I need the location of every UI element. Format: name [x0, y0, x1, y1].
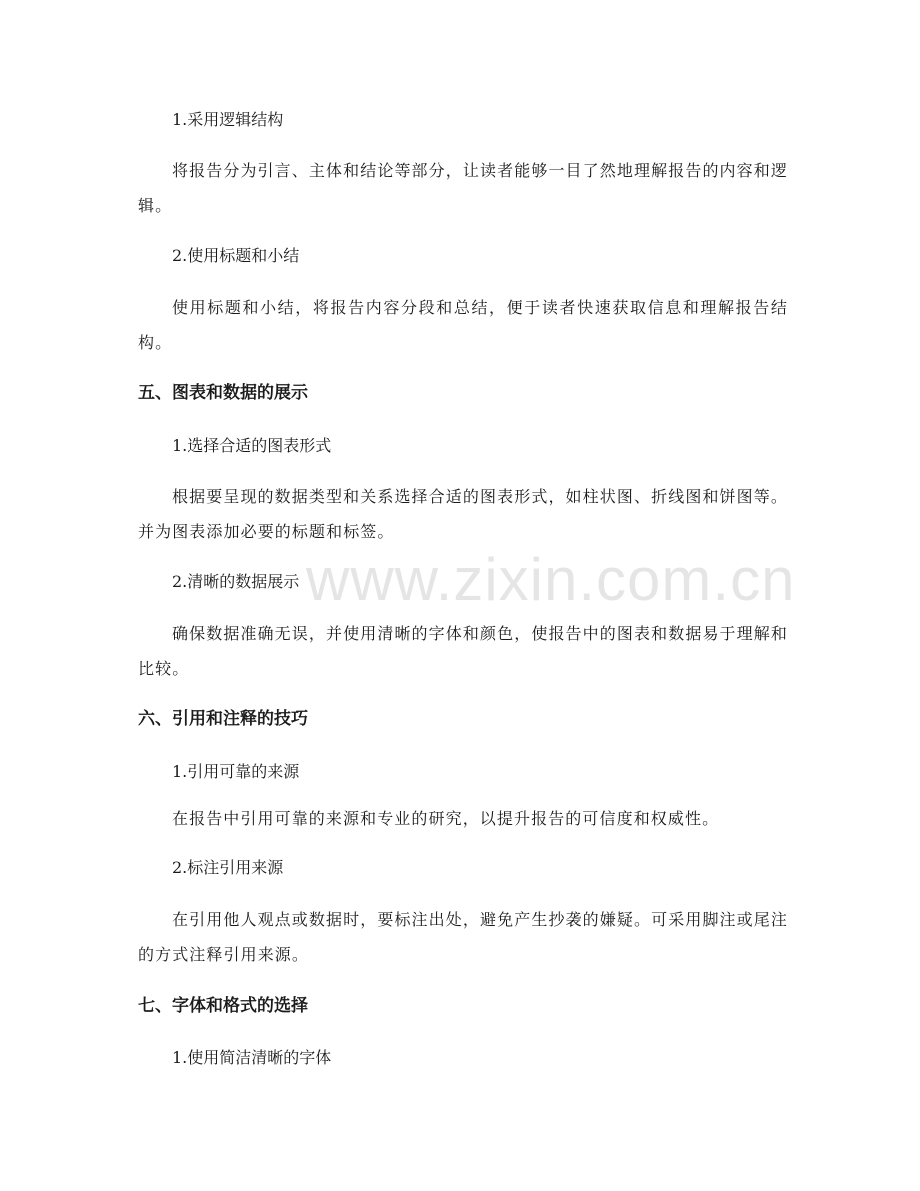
paragraph-titles-summaries: 使用标题和小结，将报告内容分段和总结，便于读者快速获取信息和理解报告结构。: [138, 298, 788, 352]
subheading-logical-structure: 1.采用逻辑结构: [172, 110, 284, 129]
subheading-choose-chart: 1.选择合适的图表形式: [172, 436, 332, 455]
paragraph-logical-structure: 将报告分为引言、主体和结论等部分，让读者能够一目了然地理解报告的内容和逻辑。: [138, 161, 788, 215]
section-heading-fonts-format: 七、字体和格式的选择: [138, 996, 308, 1016]
paragraph-reliable-sources: 在报告中引用可靠的来源和专业的研究，以提升报告的可信度和权威性。: [172, 809, 720, 828]
watermark-text: www.zixin.com.cn: [306, 546, 796, 613]
subheading-cite-sources: 2.标注引用来源: [172, 858, 284, 877]
subheading-titles-summaries: 2.使用标题和小结: [172, 246, 300, 265]
section-heading-charts-data: 五、图表和数据的展示: [138, 383, 308, 403]
subheading-clear-data: 2.清晰的数据展示: [172, 572, 300, 591]
paragraph-cite-sources: 在引用他人观点或数据时，要标注出处，避免产生抄袭的嫌疑。可采用脚注或尾注的方式注释引用来源。: [138, 910, 788, 964]
subheading-reliable-sources: 1.引用可靠的来源: [172, 762, 300, 781]
paragraph-clear-data: 确保数据准确无误，并使用清晰的字体和颜色，使报告中的图表和数据易于理解和比较。: [138, 624, 788, 678]
section-heading-citations: 六、引用和注释的技巧: [138, 709, 308, 729]
subheading-simple-fonts: 1.使用简洁清晰的字体: [172, 1048, 332, 1067]
paragraph-choose-chart: 根据要呈现的数据类型和关系选择合适的图表形式，如柱状图、折线图和饼图等。并为图表添加必要的标题和标签。: [138, 487, 788, 541]
